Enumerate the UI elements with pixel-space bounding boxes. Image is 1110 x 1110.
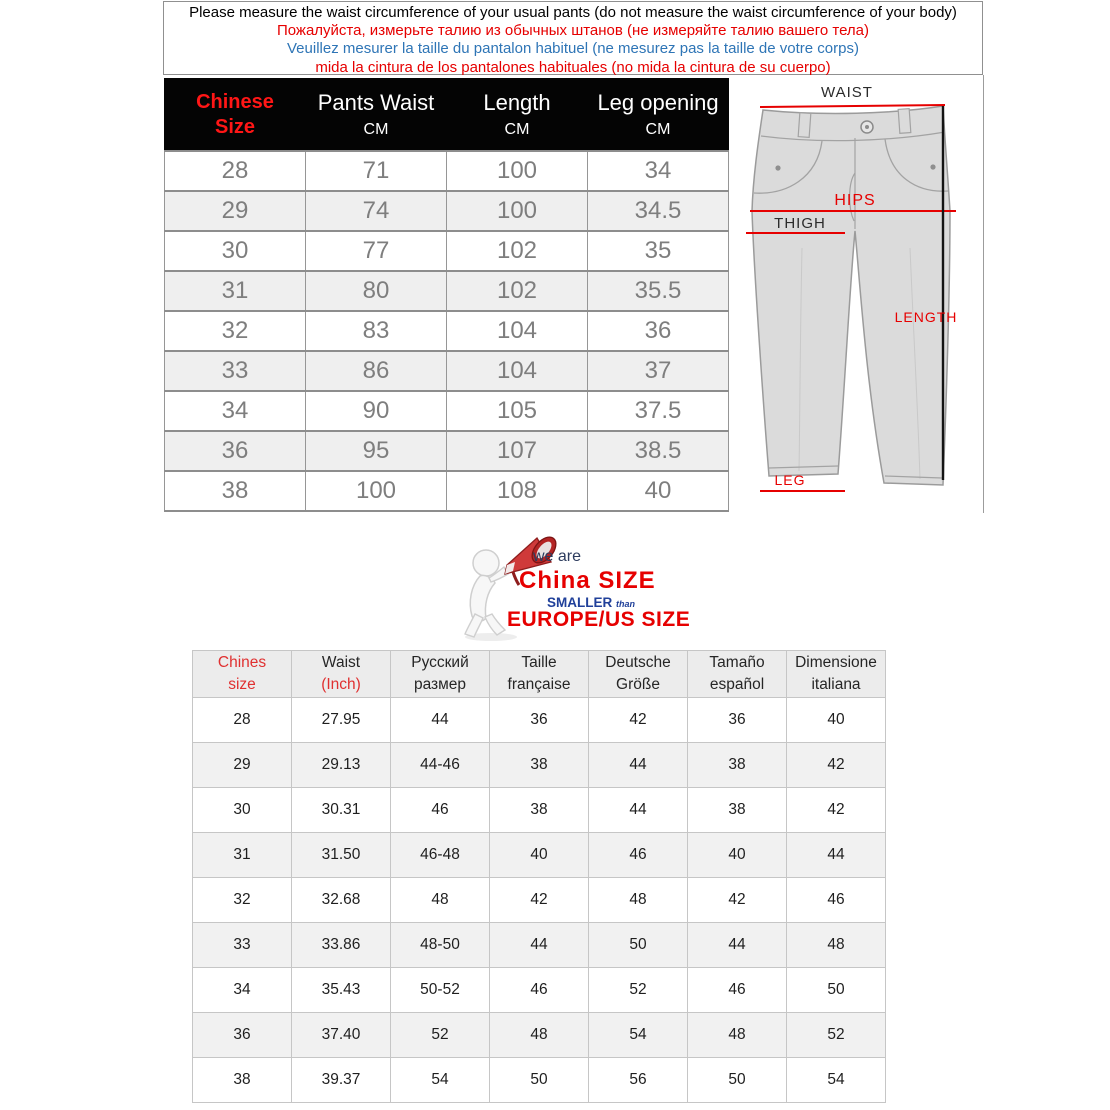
intl-table-cell: 30	[193, 788, 292, 833]
banner-footline: EUROPE/US SIZE	[507, 608, 691, 631]
banner-headline: China SIZE	[519, 567, 656, 594]
intl-table-cell: 48	[688, 1013, 787, 1058]
banner-smaller-word: SMALLER	[547, 595, 613, 610]
cm-table-cell: 74	[306, 191, 447, 231]
intl-header-line: italiana	[811, 676, 861, 693]
intl-table-cell: 32	[193, 878, 292, 923]
cm-column-header	[306, 79, 447, 151]
intl-table-cell: 44	[688, 923, 787, 968]
cm-table-cell: 36	[588, 311, 729, 351]
cm-table-cell: 80	[306, 271, 447, 311]
cm-table-cell: 30	[165, 231, 306, 271]
cm-table-cell: 86	[306, 351, 447, 391]
intl-table-row	[193, 788, 886, 833]
intl-table-cell: 46	[589, 833, 688, 878]
intl-size-table	[192, 650, 886, 1103]
cm-table-cell: 104	[447, 311, 588, 351]
intl-table-cell: 38	[688, 788, 787, 833]
hips-label: HIPS	[834, 192, 876, 209]
rivet-left	[775, 165, 780, 170]
right-border-line	[983, 75, 984, 513]
intl-table-row	[193, 1058, 886, 1103]
intl-table-cell: 33.86	[292, 923, 391, 968]
intl-column-header	[787, 651, 886, 698]
cm-table-cell: 29	[165, 191, 306, 231]
length-label: LENGTH	[894, 309, 958, 325]
cm-header-unit: CM	[363, 120, 389, 138]
intl-table-cell: 40	[490, 833, 589, 878]
intl-table-header-row	[193, 651, 886, 698]
cm-table-cell: 40	[588, 471, 729, 511]
intl-table-cell: 46-48	[391, 833, 490, 878]
intl-column-header	[391, 651, 490, 698]
cm-header-line: Pants Waist	[317, 89, 435, 115]
cm-table-cell: 102	[447, 271, 588, 311]
intl-table-row	[193, 698, 886, 743]
intl-table-cell: 52	[589, 968, 688, 1013]
cm-size-table	[164, 78, 729, 512]
cm-column-header	[588, 79, 729, 151]
intl-table-cell: 40	[688, 833, 787, 878]
intl-table-cell: 31.50	[292, 833, 391, 878]
intl-table-cell: 40	[787, 698, 886, 743]
cm-table-cell: 107	[447, 431, 588, 471]
cm-table-row	[165, 311, 729, 351]
intl-table-cell: 46	[787, 878, 886, 923]
intl-header-line: Tamaño	[709, 654, 765, 671]
cm-table-row	[165, 231, 729, 271]
cm-table-cell: 71	[306, 151, 447, 191]
cm-table-cell: 38.5	[588, 431, 729, 471]
cm-table-row	[165, 431, 729, 471]
notice-line-russian: Пожалуйста, измерьте талию из обычных штанов (не измеряйте талию вашего тела)	[276, 22, 870, 40]
intl-table-cell: 35.43	[292, 968, 391, 1013]
intl-table-cell: 46	[490, 968, 589, 1013]
intl-header-line: française	[507, 676, 571, 693]
figure-leg-right	[485, 614, 505, 635]
cm-table-cell: 83	[306, 311, 447, 351]
cm-table-cell: 37	[588, 351, 729, 391]
cm-table-cell: 37.5	[588, 391, 729, 431]
pants-diagram	[742, 83, 964, 515]
intl-table-cell: 38	[490, 743, 589, 788]
intl-header-line: español	[709, 676, 765, 693]
intl-header-line: Chines	[217, 654, 267, 671]
cm-column-header	[447, 79, 588, 151]
waist-label: WAIST	[821, 84, 873, 101]
cm-table-row	[165, 391, 729, 431]
intl-table-cell: 50	[490, 1058, 589, 1103]
intl-table-cell: 52	[391, 1013, 490, 1058]
intl-table-cell: 46	[688, 968, 787, 1013]
intl-table-row	[193, 968, 886, 1013]
intl-table-cell: 48-50	[391, 923, 490, 968]
notice-line-french: Veuillez mesurer la taille du pantalon habituel (ne mesurez pas la taille de votre corps)	[287, 40, 859, 58]
cm-table-body	[165, 151, 729, 511]
cm-header-unit: CM	[645, 120, 671, 138]
cm-table-cell: 105	[447, 391, 588, 431]
intl-table-cell: 44	[589, 788, 688, 833]
intl-table-cell: 52	[787, 1013, 886, 1058]
intl-table-cell: 30.31	[292, 788, 391, 833]
intl-column-header	[589, 651, 688, 698]
intl-table-cell: 38	[193, 1058, 292, 1103]
intl-table-cell: 39.37	[292, 1058, 391, 1103]
intl-table-cell: 54	[787, 1058, 886, 1103]
intl-table-cell: 29	[193, 743, 292, 788]
banner-than-word: than	[616, 599, 636, 609]
belt-loop-right	[898, 109, 911, 134]
intl-table-cell: 56	[589, 1058, 688, 1103]
measure-notice	[163, 1, 983, 75]
intl-table-cell: 36	[688, 698, 787, 743]
cm-table-cell: 102	[447, 231, 588, 271]
intl-table-cell: 31	[193, 833, 292, 878]
cm-table-cell: 104	[447, 351, 588, 391]
cm-header-unit: CM	[504, 120, 530, 138]
intl-header-line: Größe	[616, 676, 660, 693]
intl-table-cell: 44	[589, 743, 688, 788]
intl-header-line: size	[228, 676, 256, 693]
intl-column-header	[193, 651, 292, 698]
intl-column-header	[688, 651, 787, 698]
intl-table-cell: 44	[391, 698, 490, 743]
rivet-right	[930, 164, 935, 169]
cm-table-cell: 100	[306, 471, 447, 511]
cm-table-cell: 34	[588, 151, 729, 191]
cm-header-unit: Size	[214, 116, 256, 139]
cm-header-line: Chinese	[196, 91, 274, 114]
cm-table-cell: 32	[165, 311, 306, 351]
intl-header-line: Русский	[411, 654, 469, 671]
intl-header-line: (Inch)	[321, 676, 361, 693]
intl-table-cell: 50	[787, 968, 886, 1013]
cm-table-row	[165, 471, 729, 511]
cm-table-cell: 95	[306, 431, 447, 471]
notice-line-english: Please measure the waist circumference of your usual pants (do not measure the waist circumference of your body)	[189, 4, 957, 21]
cm-table-row	[165, 271, 729, 311]
cm-table-row	[165, 191, 729, 231]
intl-table-cell: 38	[688, 743, 787, 788]
intl-table-cell: 48	[490, 1013, 589, 1058]
cm-table-cell: 77	[306, 231, 447, 271]
cm-header-line: Length	[483, 89, 551, 115]
notice-line-spanish: mida la cintura de los pantalones habituales (no mida la cintura de su cuerpo)	[315, 58, 831, 76]
cm-table-cell: 34	[165, 391, 306, 431]
intl-table-cell: 50	[688, 1058, 787, 1103]
intl-table-cell: 34	[193, 968, 292, 1013]
intl-table-cell: 48	[391, 878, 490, 923]
cm-table-cell: 90	[306, 391, 447, 431]
pants-button-hole	[865, 125, 869, 129]
intl-header-line: Waist	[321, 654, 361, 671]
intl-table-cell: 42	[787, 788, 886, 833]
intl-column-header	[490, 651, 589, 698]
cm-table-cell: 31	[165, 271, 306, 311]
intl-table-cell: 27.95	[292, 698, 391, 743]
intl-table-row	[193, 923, 886, 968]
intl-table-cell: 33	[193, 923, 292, 968]
cm-column-header	[165, 79, 306, 151]
intl-table-cell: 54	[391, 1058, 490, 1103]
intl-header-line: Deutsche	[605, 654, 671, 671]
cm-table-cell: 36	[165, 431, 306, 471]
intl-table-cell: 48	[787, 923, 886, 968]
intl-table-cell: 42	[589, 698, 688, 743]
intl-table-cell: 42	[787, 743, 886, 788]
thigh-label: THIGH	[774, 215, 826, 232]
intl-table-cell: 28	[193, 698, 292, 743]
cm-table-cell: 108	[447, 471, 588, 511]
intl-header-line: размер	[413, 676, 467, 693]
cm-table-cell: 38	[165, 471, 306, 511]
intl-table-cell: 32.68	[292, 878, 391, 923]
cm-table-row	[165, 151, 729, 191]
intl-table-body	[193, 698, 886, 1103]
cm-table-row	[165, 351, 729, 391]
intl-table-cell: 36	[490, 698, 589, 743]
cm-table-cell: 28	[165, 151, 306, 191]
intl-table-row	[193, 1013, 886, 1058]
intl-table-cell: 44-46	[391, 743, 490, 788]
cm-table-cell: 35.5	[588, 271, 729, 311]
intl-table-row	[193, 743, 886, 788]
intl-table-cell: 42	[688, 878, 787, 923]
belt-loop-left	[798, 113, 811, 138]
banner-intro-text: we are	[533, 548, 582, 565]
intl-table-row	[193, 833, 886, 878]
cm-table-cell: 35	[588, 231, 729, 271]
intl-header-line: Dimensione	[795, 654, 877, 671]
leg-label: LEG	[774, 472, 806, 488]
cm-table-cell: 33	[165, 351, 306, 391]
cm-table-cell: 34.5	[588, 191, 729, 231]
cm-table-cell: 100	[447, 151, 588, 191]
cm-table-header-row	[165, 79, 729, 151]
intl-table-cell: 44	[490, 923, 589, 968]
intl-table-row	[193, 878, 886, 923]
intl-table-cell: 48	[589, 878, 688, 923]
pants-outline	[752, 106, 950, 485]
intl-table-cell: 38	[490, 788, 589, 833]
intl-header-line: Taille	[521, 654, 557, 671]
figure-head	[473, 550, 499, 576]
china-size-banner	[455, 534, 691, 642]
cm-header-line: Leg opening	[597, 89, 719, 115]
intl-table-cell: 37.40	[292, 1013, 391, 1058]
cm-table-cell: 100	[447, 191, 588, 231]
intl-column-header	[292, 651, 391, 698]
intl-table-cell: 29.13	[292, 743, 391, 788]
intl-table-cell: 36	[193, 1013, 292, 1058]
intl-table-cell: 44	[787, 833, 886, 878]
intl-table-cell: 46	[391, 788, 490, 833]
waist-line	[760, 105, 945, 107]
intl-table-cell: 50	[589, 923, 688, 968]
intl-table-cell: 42	[490, 878, 589, 923]
intl-table-cell: 50-52	[391, 968, 490, 1013]
intl-table-cell: 54	[589, 1013, 688, 1058]
